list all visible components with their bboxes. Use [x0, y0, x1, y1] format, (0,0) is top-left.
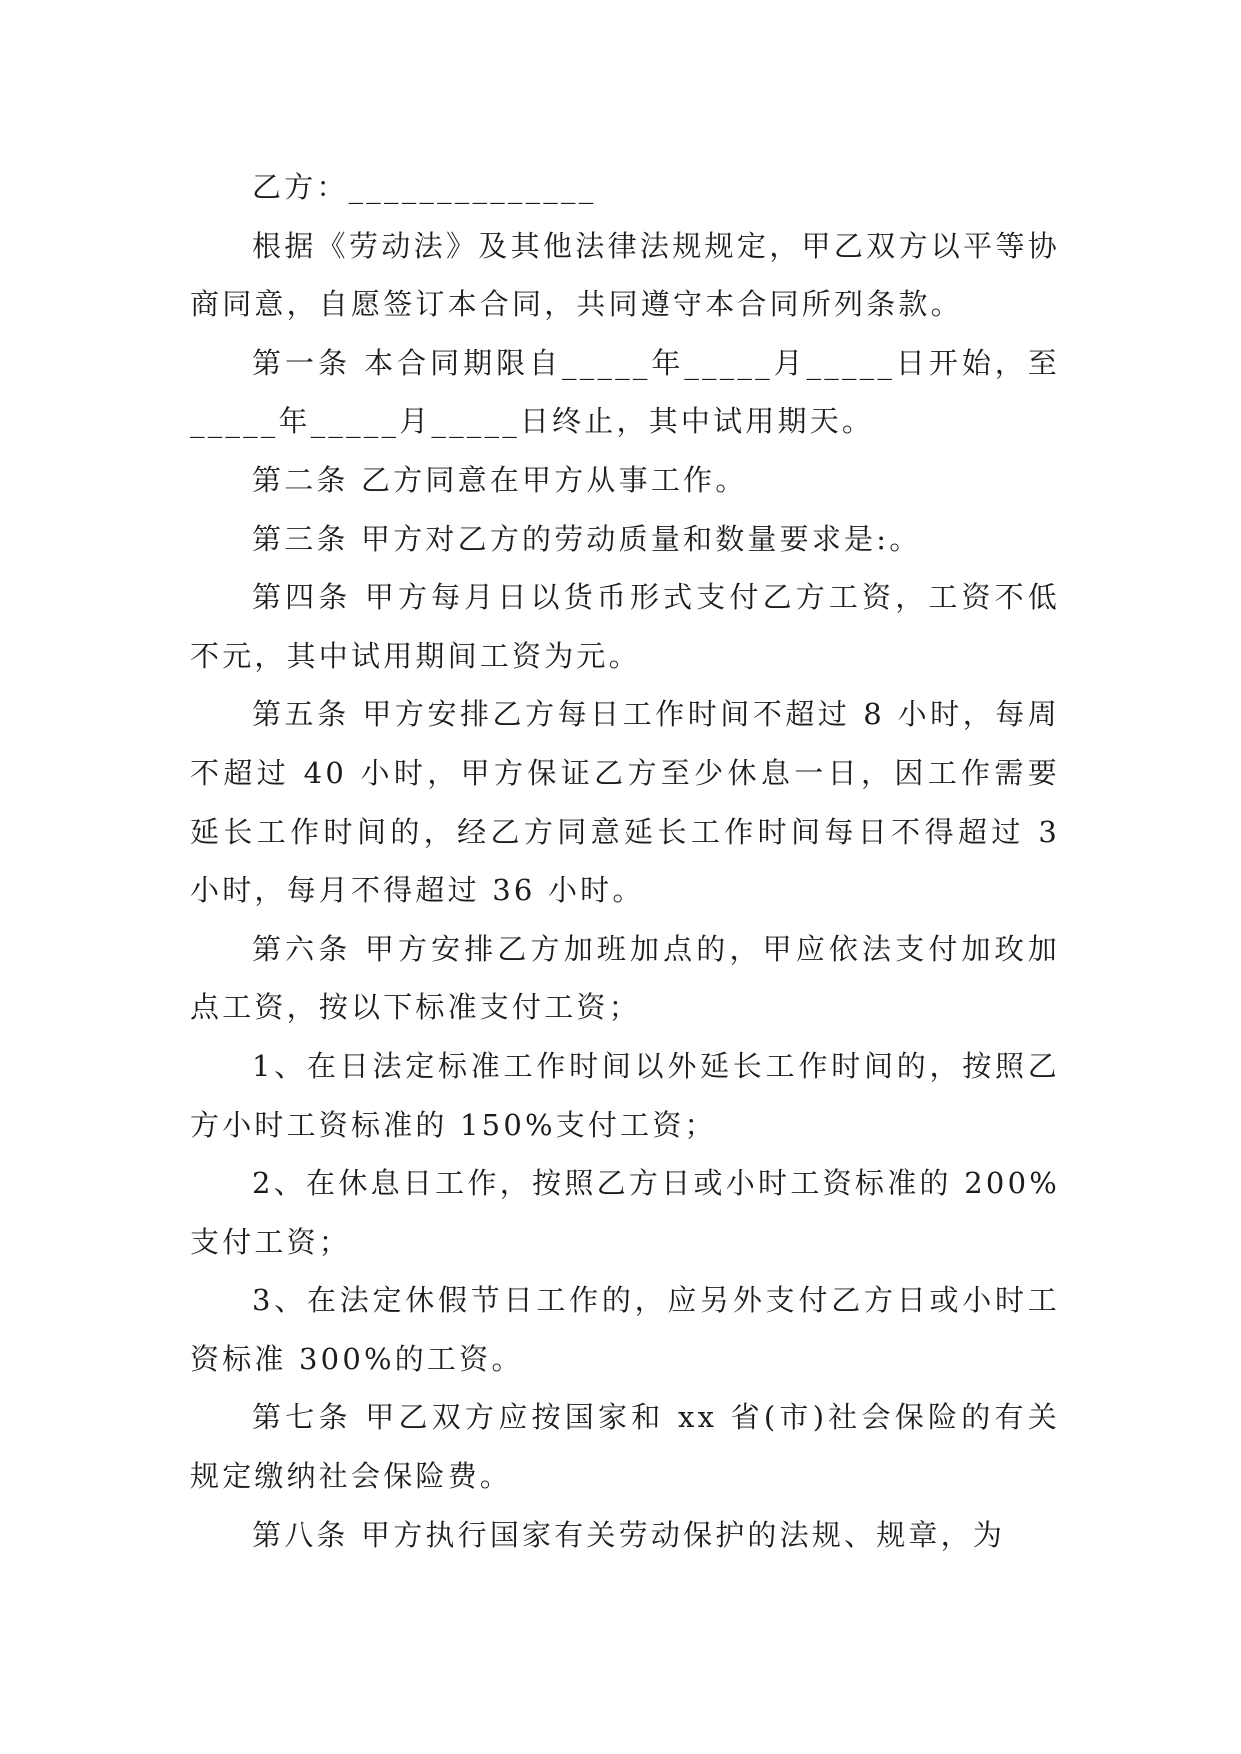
party-b-line: 乙方：______________	[252, 170, 597, 204]
article-7: 第七条 甲乙双方应按国家和 xx 省(市)社会保险的有关规定缴纳社会保险费。	[190, 1400, 1060, 1494]
preamble-paragraph: 根据《劳动法》及其他法律法规规定，甲乙双方以平等协商同意，自愿签订本合同，共同遵守本合同所列条款。	[190, 228, 1060, 322]
article-6: 第六条 甲方安排乙方加班加点的，甲应依法支付加玫加点工资，按以下标准支付工资；	[190, 931, 1060, 1025]
document-body	[190, 158, 1060, 1564]
article-6-item-2: 2、在休息日工作，按照乙方日或小时工资标准的 200%支付工资；	[190, 1166, 1060, 1259]
article-5: 第五条 甲方安排乙方每日工作时间不超过 8 小时，每周不超过 40 小时，甲方保证乙方至少休息一日，因工作需要延长工作时间的，经乙方同意延长工作时间每日不得超过 3 小时，每月不得超过 36 小时。	[190, 697, 1060, 908]
article-2: 第二条 乙方同意在甲方从事工作。	[252, 462, 748, 497]
article-3: 第三条 甲方对乙方的劳动质量和数量要求是:。	[252, 521, 922, 556]
article-4: 第四条 甲方每月日以货币形式支付乙方工资，工资不低不元，其中试用期间工资为元。	[190, 580, 1060, 673]
article-6-item-3: 3、在法定休假节日工作的，应另外支付乙方日或小时工资标准 300%的工资。	[190, 1283, 1060, 1376]
article-6-item-1: 1、在日法定标准工作时间以外延长工作时间的，按照乙方小时工资标准的 150%支付工资；	[190, 1048, 1060, 1142]
article-1: 第一条 本合同期限自_____年_____月_____日开始，至_____年_____月_____日终止，其中试用期天。	[190, 345, 1060, 439]
article-8: 第八条 甲方执行国家有关劳动保护的法规、规章，为	[252, 1517, 1006, 1552]
